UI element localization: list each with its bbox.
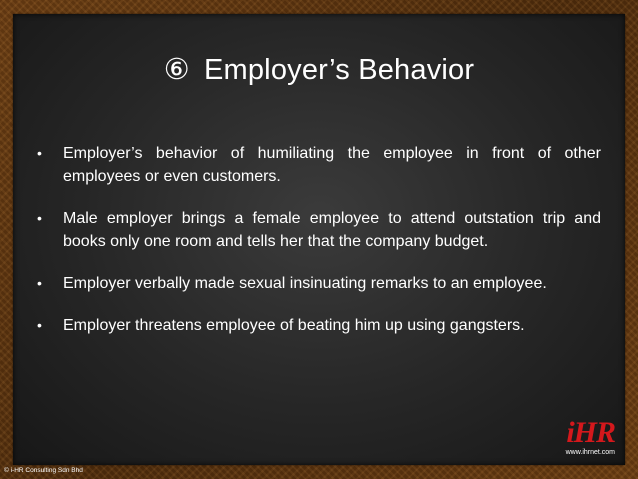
bullet-text: Employer threatens employee of beating him up using gangsters. bbox=[63, 317, 525, 334]
title-number: ⑥ bbox=[163, 54, 190, 86]
bullet-item bbox=[35, 142, 601, 188]
bullet-dot-icon: • bbox=[37, 275, 42, 291]
chalkboard bbox=[13, 14, 625, 465]
copyright-text: © i-HR Consulting Sdn Bhd bbox=[4, 467, 83, 474]
bullet-item bbox=[35, 272, 601, 295]
title-text: Employer’s Behavior bbox=[203, 54, 475, 86]
logo-mark: iHR bbox=[566, 416, 615, 449]
ihr-logo bbox=[545, 416, 615, 457]
logo-url: www.ihrnet.com bbox=[565, 449, 615, 456]
slide-title bbox=[13, 52, 625, 88]
bullet-text: Employer verbally made sexual insinuating remarks to an employee. bbox=[63, 275, 547, 292]
bullet-text: Male employer brings a female employee to attend outstation trip and books only one room and tells her that the company budget. bbox=[63, 210, 601, 250]
bullet-text: Employer’s behavior of humiliating the employee in front of other employees or even customers. bbox=[63, 145, 601, 185]
bullet-dot-icon: • bbox=[37, 210, 42, 226]
bullet-item bbox=[35, 314, 601, 337]
bullet-list bbox=[35, 142, 601, 356]
bullet-dot-icon: • bbox=[37, 317, 42, 333]
bullet-item bbox=[35, 207, 601, 253]
bullet-dot-icon: • bbox=[37, 145, 42, 161]
